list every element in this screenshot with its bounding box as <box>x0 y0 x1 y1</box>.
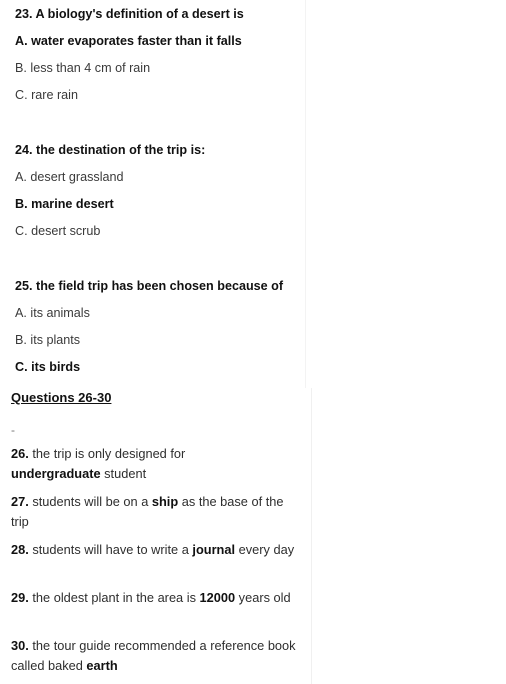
question-23-option-c[interactable]: C. rare rain <box>15 88 78 102</box>
question-24-option-b[interactable]: B. marine desert <box>15 197 114 211</box>
question-25-option-a[interactable]: A. its animals <box>15 306 90 320</box>
fill-text: students will be on a <box>28 494 152 509</box>
question-24-option-a[interactable]: A. desert grassland <box>15 170 124 184</box>
fill-text: every day <box>235 542 295 557</box>
question-23-option-a[interactable]: A. water evaporates faster than it falls <box>15 34 242 48</box>
question-23-stem: 23. A biology's definition of a desert is <box>15 7 244 21</box>
fill-answer: undergraduate <box>11 466 101 481</box>
fill-answer: ship <box>151 494 179 509</box>
fill-text: as the base of the trip <box>11 494 284 529</box>
fill-text: years old <box>235 590 291 605</box>
fill-text: the trip is only designed for <box>28 446 186 461</box>
fill-number: 26. <box>11 446 29 461</box>
fill-answer: journal <box>192 542 236 557</box>
question-25-option-c[interactable]: C. its birds <box>15 360 81 374</box>
fill-number: 30. <box>11 638 29 653</box>
fill-item-29 <box>11 588 301 608</box>
fill-number: 28. <box>11 542 29 557</box>
fill-text: student <box>100 466 147 481</box>
fill-text: the tour guide recommended a reference book called baked <box>11 638 296 673</box>
fill-text: the oldest plant in the area is <box>28 590 200 605</box>
fill-text: students will have to write a <box>28 542 193 557</box>
blank-panel-lower <box>311 388 506 684</box>
fill-item-26 <box>11 444 301 484</box>
section-dash: - <box>11 423 15 437</box>
question-24-option-c[interactable]: C. desert scrub <box>15 224 101 238</box>
fill-item-28 <box>11 540 301 560</box>
section-title: Questions 26-30 <box>11 390 112 405</box>
blank-panel <box>305 0 506 388</box>
fill-number: 27. <box>11 494 29 509</box>
fill-answer: 12000 <box>199 590 236 605</box>
fill-item-30 <box>11 636 301 676</box>
fill-item-27 <box>11 492 301 532</box>
question-24-stem: 24. the destination of the trip is: <box>15 143 206 157</box>
fill-answer: earth <box>86 658 118 673</box>
question-25-stem: 25. the field trip has been chosen because of <box>15 279 284 293</box>
question-25-option-b[interactable]: B. its plants <box>15 333 81 347</box>
fill-number: 29. <box>11 590 29 605</box>
question-23-option-b[interactable]: B. less than 4 cm of rain <box>15 61 151 75</box>
